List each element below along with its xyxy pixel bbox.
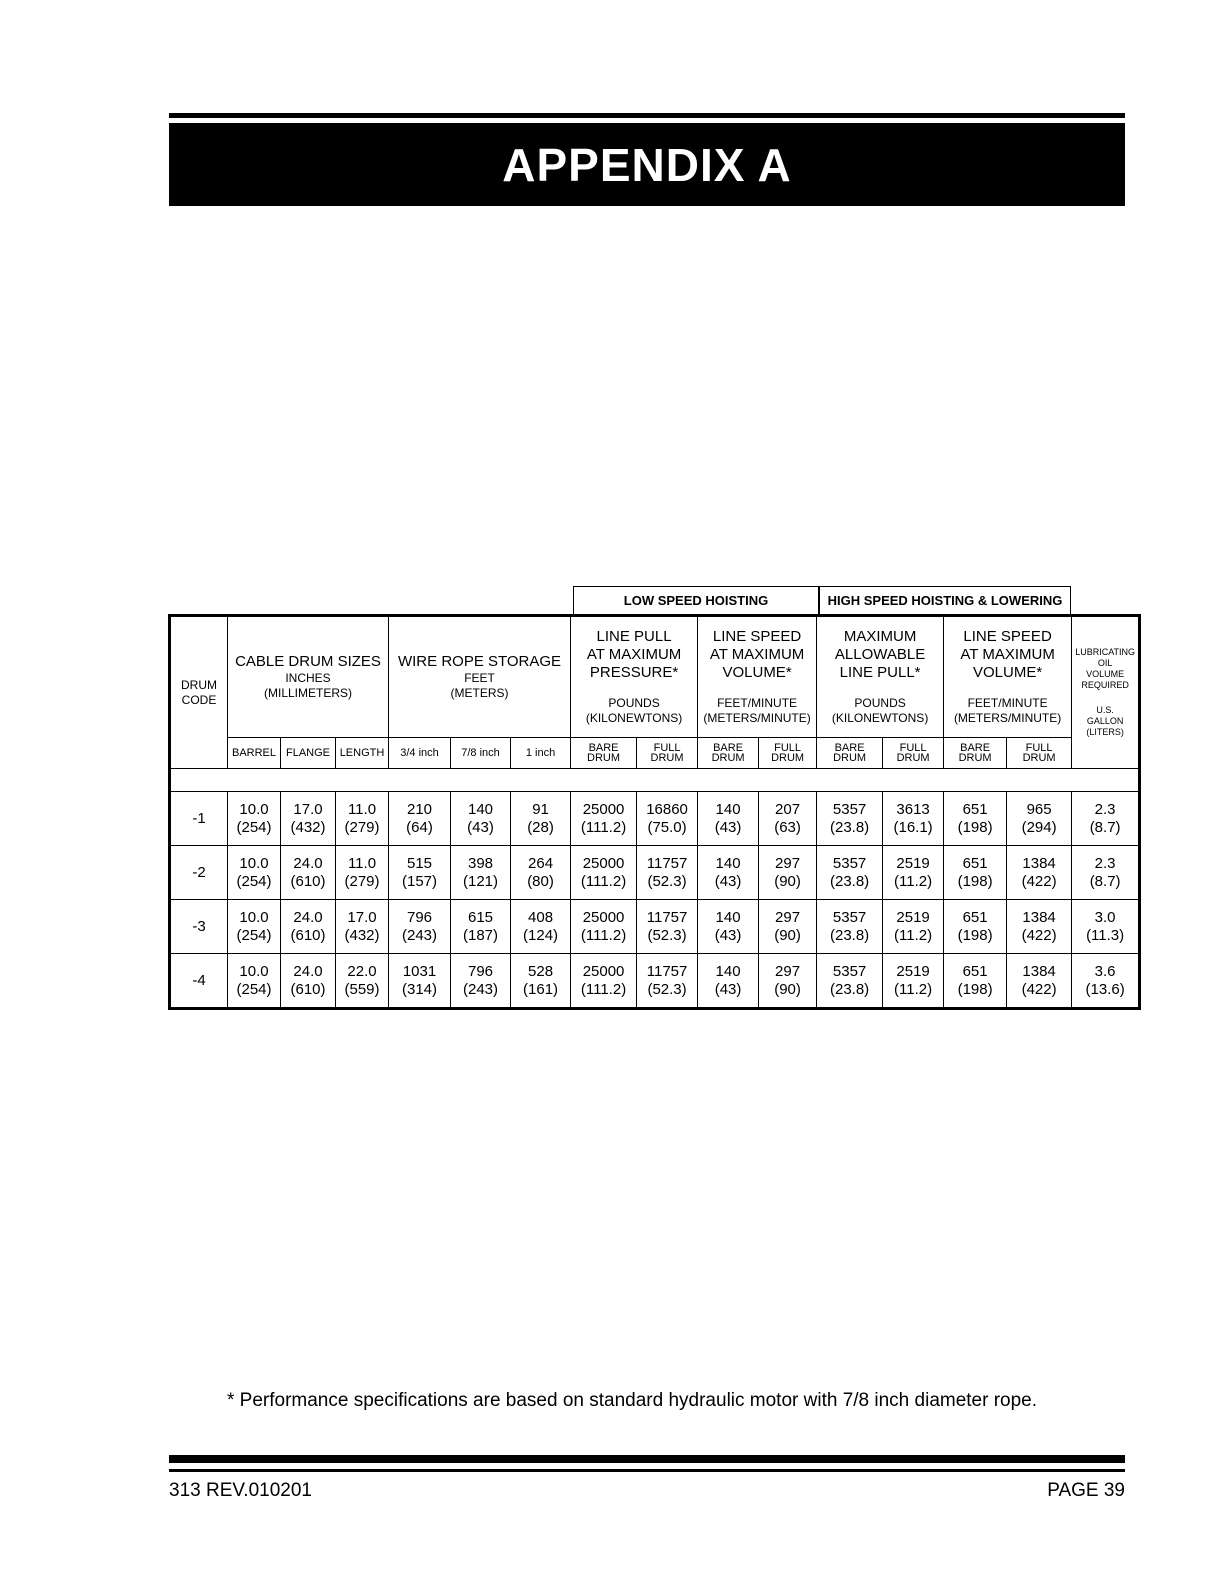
subheader-barrel: BARREL	[228, 738, 281, 769]
cell-metric-value: (294)	[1021, 818, 1057, 836]
cell-metric-value: (23.8)	[829, 872, 870, 890]
cell-metric-value: (198)	[957, 818, 993, 836]
cell-value: 3613	[896, 800, 930, 818]
header-wire-rope-storage: WIRE ROPE STORAGE FEET (METERS)	[389, 616, 571, 738]
cell-value: 264	[528, 854, 554, 872]
cell-value: 1384	[1022, 908, 1056, 926]
cell-value: 651	[962, 800, 988, 818]
table-cell	[698, 792, 759, 846]
table-cell	[1007, 846, 1072, 900]
cell-value: 5357	[832, 962, 867, 980]
cell-value: 210	[407, 800, 433, 818]
cell-value: 140	[715, 854, 741, 872]
table-cell	[883, 792, 944, 846]
subheader-bare-drum: BARE DRUM	[698, 738, 759, 769]
cell-metric-value: (254)	[236, 980, 272, 998]
page-number: PAGE 39	[1047, 1480, 1125, 1501]
top-rule	[169, 113, 1125, 118]
cell-value: 11.0	[347, 800, 377, 818]
cell-value: 1384	[1022, 854, 1056, 872]
table-cell	[511, 954, 571, 1009]
table-cell	[281, 846, 336, 900]
cell-metric-value: (75.0)	[647, 818, 687, 836]
table-cell	[511, 900, 571, 954]
cell-value: 528	[528, 962, 554, 980]
cell-value: 651	[962, 962, 988, 980]
cell-metric-value: (422)	[1021, 926, 1057, 944]
cell-value: 140	[715, 908, 741, 926]
cell-value: 10.0	[239, 800, 269, 818]
spacer-row	[170, 769, 1140, 792]
table-cell	[1072, 954, 1140, 1009]
table-cell	[281, 792, 336, 846]
cell-metric-value: (43)	[714, 872, 742, 890]
cell-value: 10.0	[239, 854, 269, 872]
table-cell	[511, 792, 571, 846]
cell-value: 2519	[896, 908, 930, 926]
table-cell	[759, 846, 817, 900]
header-cable-drum-sizes: CABLE DRUM SIZES INCHES (MILLIMETERS)	[228, 616, 389, 738]
cell-value: 24.0	[293, 854, 323, 872]
subheader-full-drum: FULL DRUM	[759, 738, 817, 769]
table-cell	[451, 954, 511, 1009]
table-cell	[228, 900, 281, 954]
subheader-full-drum: FULL DRUM	[637, 738, 698, 769]
table-cell	[944, 900, 1007, 954]
table-cell	[1007, 900, 1072, 954]
subheader-row	[170, 738, 1140, 769]
cell-value: 408	[528, 908, 554, 926]
subheader-bare-drum: BARE DRUM	[571, 738, 637, 769]
cell-value: 5357	[832, 800, 867, 818]
cell-value: 24.0	[293, 908, 323, 926]
table-cell	[944, 846, 1007, 900]
table-cell	[1072, 846, 1140, 900]
table-cell	[698, 846, 759, 900]
table-cell	[1072, 792, 1140, 846]
cell-metric-value: (254)	[236, 872, 272, 890]
group-high-speed-hoisting: HIGH SPEED HOISTING & LOWERING	[819, 586, 1071, 614]
cell-metric-value: (8.7)	[1089, 818, 1121, 836]
cell-metric-value: (43)	[714, 818, 742, 836]
table-cell	[336, 792, 389, 846]
cell-metric-value: (198)	[957, 872, 993, 890]
drum-code-cell: -2	[170, 846, 228, 900]
table-cell	[883, 954, 944, 1009]
table-cell	[637, 954, 698, 1009]
cell-metric-value: (13.6)	[1085, 980, 1125, 998]
cell-metric-value: (28)	[527, 818, 554, 836]
cell-metric-value: (111.2)	[580, 872, 627, 890]
subheader-full-drum: FULL DRUM	[883, 738, 944, 769]
cell-value: 3.0	[1094, 908, 1116, 926]
table-cell	[759, 900, 817, 954]
table-cell	[571, 846, 637, 900]
cell-value: 22.0	[347, 962, 377, 980]
cell-value: 207	[775, 800, 801, 818]
cell-metric-value: (124)	[523, 926, 559, 944]
cell-value: 25000	[582, 854, 625, 872]
data-body	[170, 792, 1140, 1009]
cell-value: 1384	[1022, 962, 1056, 980]
table-cell	[228, 792, 281, 846]
page-title: APPENDIX A	[169, 123, 1125, 206]
table-cell	[883, 846, 944, 900]
group-low-speed-hoisting: LOW SPEED HOISTING	[573, 586, 819, 614]
cell-metric-value: (11.2)	[894, 980, 933, 998]
header-line-pull: LINE PULL AT MAXIMUM PRESSURE* POUNDS (KILONEWTONS)	[571, 616, 698, 738]
cell-metric-value: (187)	[463, 926, 499, 944]
cell-value: 16860	[646, 800, 688, 818]
table-cell	[944, 954, 1007, 1009]
table-row	[170, 846, 1140, 900]
cell-value: 651	[962, 908, 988, 926]
cell-value: 398	[468, 854, 494, 872]
cell-metric-value: (432)	[344, 926, 380, 944]
table-cell	[451, 900, 511, 954]
cell-metric-value: (11.2)	[894, 926, 933, 944]
cell-metric-value: (23.8)	[829, 980, 870, 998]
table-cell	[1007, 954, 1072, 1009]
drum-code-cell: -3	[170, 900, 228, 954]
cell-metric-value: (23.8)	[829, 926, 870, 944]
cell-metric-value: (90)	[774, 980, 801, 998]
cell-metric-value: (422)	[1021, 980, 1057, 998]
cell-value: 91	[532, 800, 549, 818]
cell-value: 11757	[646, 854, 688, 872]
cell-value: 651	[962, 854, 988, 872]
cell-metric-value: (279)	[344, 818, 380, 836]
table-cell	[637, 846, 698, 900]
cell-metric-value: (610)	[290, 872, 326, 890]
header-lubricating-oil: LUBRICATING OIL VOLUME REQUIRED U.S. GALLON (LITERS)	[1072, 616, 1140, 769]
cell-metric-value: (90)	[774, 872, 801, 890]
cell-metric-value: (43)	[714, 980, 742, 998]
table-cell	[389, 792, 451, 846]
cell-value: 140	[715, 962, 741, 980]
table-cell	[817, 900, 883, 954]
cell-value: 10.0	[239, 962, 269, 980]
cell-value: 11.0	[347, 854, 377, 872]
table-cell	[228, 954, 281, 1009]
header-row	[170, 616, 1140, 738]
table-cell	[637, 900, 698, 954]
cell-metric-value: (559)	[344, 980, 380, 998]
table-cell	[1072, 900, 1140, 954]
table-cell	[571, 792, 637, 846]
table-row	[170, 954, 1140, 1009]
cell-metric-value: (610)	[290, 980, 326, 998]
cell-metric-value: (161)	[523, 980, 559, 998]
cell-value: 796	[468, 962, 494, 980]
subheader-rope-1: 1 inch	[511, 738, 571, 769]
cell-metric-value: (63)	[774, 818, 801, 836]
table-cell	[571, 900, 637, 954]
table-cell	[336, 954, 389, 1009]
cell-metric-value: (157)	[402, 872, 438, 890]
cell-metric-value: (52.3)	[647, 926, 687, 944]
cell-value: 2.3	[1094, 854, 1116, 872]
table-cell	[389, 900, 451, 954]
cell-metric-value: (16.1)	[893, 818, 933, 836]
cell-metric-value: (8.7)	[1089, 872, 1121, 890]
bottom-rule-thin	[169, 1469, 1125, 1472]
cell-value: 140	[468, 800, 494, 818]
subheader-length: LENGTH	[336, 738, 389, 769]
cell-metric-value: (23.8)	[829, 818, 870, 836]
table-row	[170, 792, 1140, 846]
table-cell	[511, 846, 571, 900]
table-cell	[571, 954, 637, 1009]
cell-metric-value: (11.2)	[894, 872, 933, 890]
cell-metric-value: (111.2)	[580, 818, 627, 836]
cell-metric-value: (52.3)	[647, 980, 687, 998]
cell-metric-value: (90)	[774, 926, 801, 944]
table-cell	[883, 900, 944, 954]
header-line-speed-high: LINE SPEED AT MAXIMUM VOLUME* FEET/MINUTE (METERS/MINUTE)	[944, 616, 1072, 738]
cell-metric-value: (432)	[290, 818, 326, 836]
cell-value: 25000	[582, 800, 625, 818]
cell-metric-value: (43)	[714, 926, 742, 944]
subheader-bare-drum: BARE DRUM	[944, 738, 1007, 769]
cell-metric-value: (111.2)	[580, 926, 627, 944]
cell-metric-value: (80)	[527, 872, 554, 890]
cell-value: 10.0	[239, 908, 269, 926]
cell-value: 965	[1026, 800, 1052, 818]
table-cell	[944, 792, 1007, 846]
cell-value: 25000	[582, 962, 625, 980]
document-revision: 313 REV.010201	[169, 1480, 312, 1501]
table-cell	[451, 792, 511, 846]
table-cell	[1007, 792, 1072, 846]
table-cell	[637, 792, 698, 846]
cell-value: 615	[468, 908, 494, 926]
table-cell	[759, 792, 817, 846]
table-cell	[817, 846, 883, 900]
cell-metric-value: (422)	[1021, 872, 1057, 890]
table-cell	[336, 846, 389, 900]
cell-metric-value: (64)	[406, 818, 433, 836]
table-cell	[228, 846, 281, 900]
header-max-line-pull: MAXIMUM ALLOWABLE LINE PULL* POUNDS (KILONEWTONS)	[817, 616, 944, 738]
cell-value: 24.0	[293, 962, 323, 980]
table-cell	[389, 846, 451, 900]
cell-metric-value: (198)	[957, 926, 993, 944]
cell-value: 297	[775, 908, 801, 926]
drum-code-cell: -1	[170, 792, 228, 846]
cell-value: 297	[775, 962, 801, 980]
subheader-flange: FLANGE	[281, 738, 336, 769]
table-cell	[698, 900, 759, 954]
cell-value: 2519	[896, 854, 930, 872]
cell-metric-value: (254)	[236, 926, 272, 944]
table-cell	[281, 954, 336, 1009]
bottom-rule-thick	[169, 1455, 1125, 1463]
cell-value: 297	[775, 854, 801, 872]
cell-metric-value: (243)	[402, 926, 438, 944]
subheader-rope-7-8: 7/8 inch	[451, 738, 511, 769]
cell-value: 2.3	[1094, 800, 1116, 818]
cell-metric-value: (43)	[467, 818, 494, 836]
cell-metric-value: (11.3)	[1086, 926, 1125, 944]
cell-metric-value: (198)	[957, 980, 993, 998]
cell-value: 17.0	[293, 800, 323, 818]
cell-value: 25000	[582, 908, 625, 926]
table-cell	[698, 954, 759, 1009]
table-row	[170, 900, 1140, 954]
cell-value: 5357	[832, 908, 867, 926]
cell-value: 5357	[832, 854, 867, 872]
cell-value: 11757	[646, 962, 688, 980]
spec-table	[168, 614, 1141, 1010]
cell-metric-value: (243)	[463, 980, 499, 998]
cell-value: 17.0	[347, 908, 377, 926]
cell-value: 1031	[402, 962, 437, 980]
table-cell	[759, 954, 817, 1009]
table-cell	[389, 954, 451, 1009]
footnote: * Performance specifications are based on standard hydraulic motor with 7/8 inch diameter rope.	[227, 1390, 1038, 1411]
cell-metric-value: (52.3)	[647, 872, 687, 890]
cell-value: 3.6	[1094, 962, 1116, 980]
table-cell	[817, 954, 883, 1009]
cell-value: 2519	[896, 962, 930, 980]
table-cell	[336, 900, 389, 954]
cell-value: 11757	[646, 908, 688, 926]
drum-code-cell: -4	[170, 954, 228, 1009]
cell-metric-value: (254)	[236, 818, 272, 836]
cell-metric-value: (610)	[290, 926, 326, 944]
subheader-bare-drum: BARE DRUM	[817, 738, 883, 769]
cell-metric-value: (121)	[463, 872, 499, 890]
subheader-rope-3-4: 3/4 inch	[389, 738, 451, 769]
cell-value: 515	[407, 854, 433, 872]
cell-metric-value: (111.2)	[580, 980, 627, 998]
header-line-speed-low: LINE SPEED AT MAXIMUM VOLUME* FEET/MINUTE (METERS/MINUTE)	[698, 616, 817, 738]
table-cell	[281, 900, 336, 954]
cell-value: 140	[715, 800, 741, 818]
cell-metric-value: (314)	[402, 980, 438, 998]
table-cell	[451, 846, 511, 900]
cell-metric-value: (279)	[344, 872, 380, 890]
cell-value: 796	[407, 908, 433, 926]
subheader-full-drum: FULL DRUM	[1007, 738, 1072, 769]
table-cell	[817, 792, 883, 846]
header-drum-code: DRUM CODE	[170, 616, 228, 769]
